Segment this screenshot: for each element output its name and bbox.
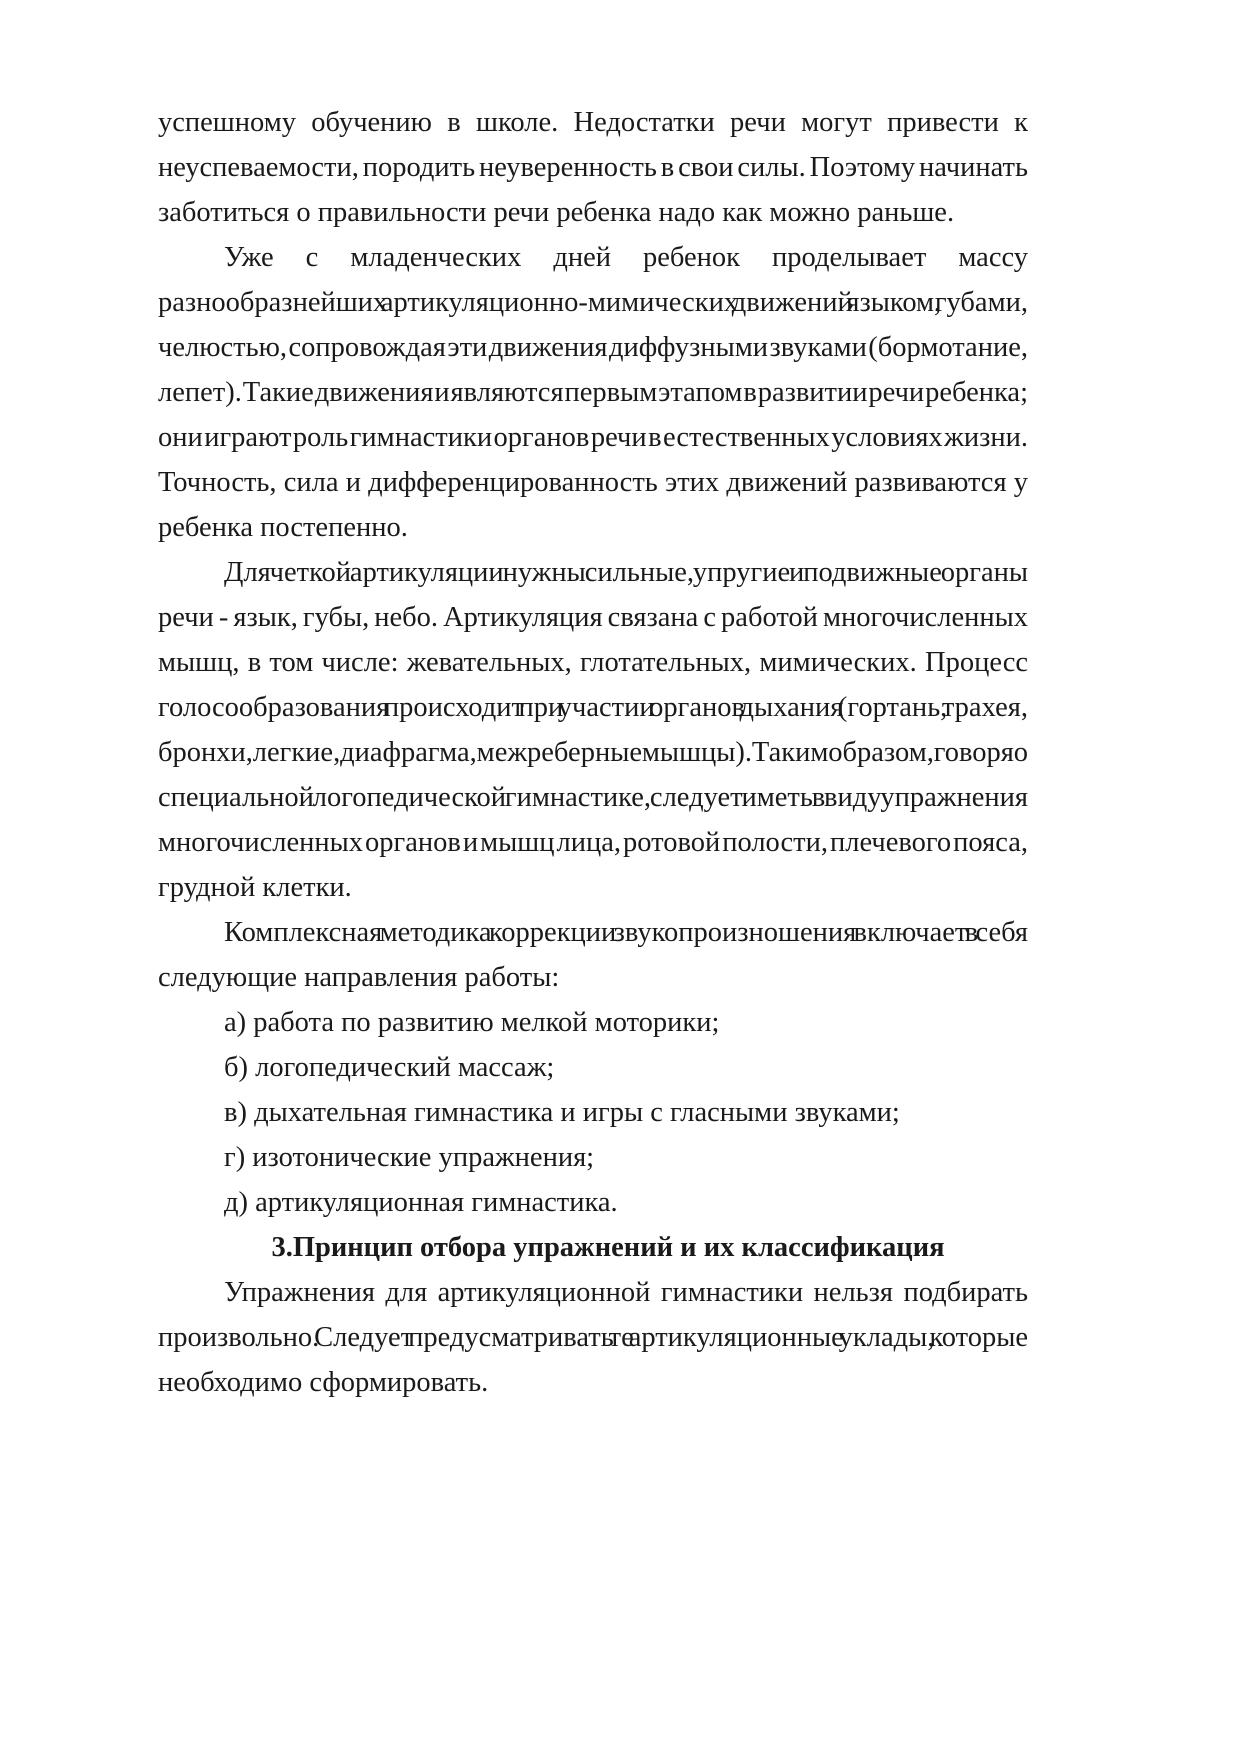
text-line: произвольно. Следует предусматривать те артикуляционные уклады, которые [158, 1322, 1028, 1353]
text-line: лепет). Такие движения и являются первым этапом в развитии речи ребенка; [158, 377, 1028, 408]
text-line: ребенка постепенно. [158, 512, 408, 543]
section-heading: 3.Принцип отбора упражнений и их классификация [271, 1232, 945, 1263]
text-line: г) изотонические упражнения; [224, 1142, 595, 1173]
text-line: голосообразования происходит при участии органов дыхания (гортань, трахея, [158, 692, 1028, 723]
text-line: Уже с младенческих дней ребенок проделывает массу [224, 242, 1028, 273]
text-line: д) артикуляционная гимнастика. [224, 1187, 618, 1218]
text-line: специальной логопедической гимнастике, следует иметь в виду упражнения [158, 782, 1028, 813]
text-line: заботиться о правильности речи ребенка надо как можно раньше. [158, 197, 955, 228]
text-line: Точность, сила и дифференцированность этих движений развиваются у [158, 467, 1028, 498]
text-line: а) работа по развитию мелкой моторики; [224, 1007, 720, 1038]
text-line: необходимо сформировать. [158, 1367, 489, 1398]
text-line: Упражнения для артикуляционной гимнастики нельзя подбирать [224, 1277, 1028, 1308]
text-line: разнообразнейших артикуляционно-мимических движений языком, губами, [158, 287, 1028, 318]
text-line: б) логопедический массаж; [224, 1052, 555, 1083]
text-line: неуспеваемости, породить неуверенность в свои силы. Поэтому начинать [158, 152, 1028, 183]
document-page [158, 100, 1028, 1405]
text-line: челюстью, сопровождая эти движения диффузными звуками (бормотание, [158, 332, 1028, 363]
text-line: многочисленных органов и мышц лица, ротовой полости, плечевого пояса, [158, 827, 1028, 858]
text-line: грудной клетки. [158, 872, 352, 903]
text-line: следующие направления работы: [158, 962, 560, 993]
text-line: Комплексная методика коррекции звукопроизношения включает в себя [224, 917, 1028, 948]
text-line: Для четкой артикуляции нужны сильные, упругие и подвижные органы [224, 557, 1028, 588]
text-line: успешному обучению в школе. Недостатки речи могут привести к [158, 107, 1028, 138]
text-line: мышц, в том числе: жевательных, глотательных, мимических. Процесс [158, 647, 1028, 678]
text-line: в) дыхательная гимнастика и игры с гласными звуками; [224, 1097, 900, 1128]
text-line: речи - язык, губы, небо. Артикуляция связана с работой многочисленных [158, 602, 1028, 633]
text-line: бронхи, легкие, диафрагма, межреберные мышцы). Таким образом, говоря о [158, 737, 1028, 768]
text-line: они играют роль гимнастики органов речи в естественных условиях жизни. [158, 422, 1028, 453]
